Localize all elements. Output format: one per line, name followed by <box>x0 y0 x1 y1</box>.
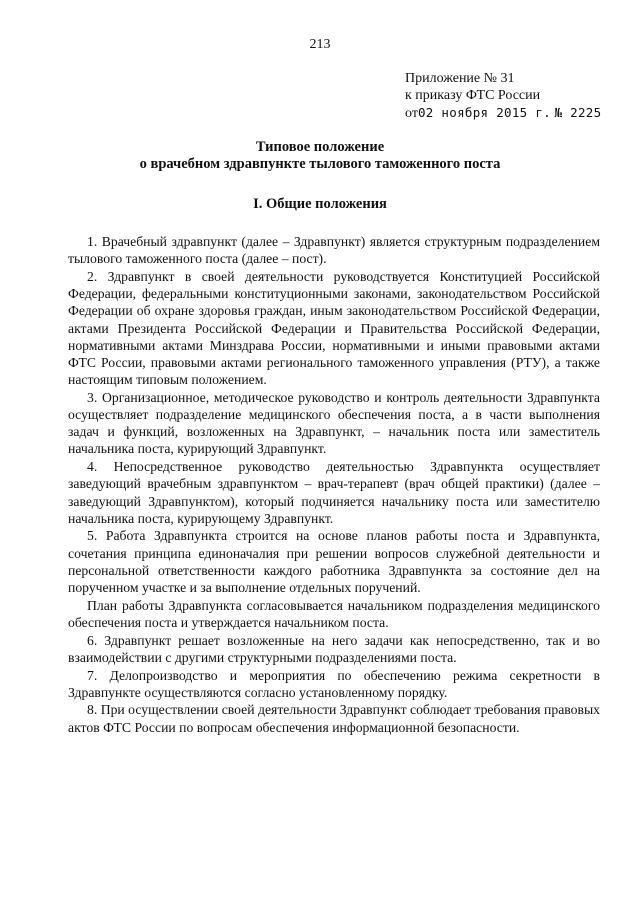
appendix-number: Приложение № 31 <box>405 71 515 86</box>
appendix-order-ref: к приказу ФТС России <box>405 88 541 103</box>
paragraph-7: 7. Делопроизводство и мероприятия по обеспечению режима секретности в Здравпункте осуществляются согласно установленному порядку. <box>68 667 600 700</box>
section-heading: I. Общие положения <box>253 196 387 212</box>
paragraph-2: 2. Здравпункт в своей деятельности руководствуется Конституцией Российской Федерации, федеральными конституционными законами, законодательством Российской Федерации об охране здоровья граждан, иным законодательством Российской Федерации, актами Президента Российской Федерации и Правительства Российской Федерации, нормативными актами Минздрава России, нормативными и иными правовыми актами ФТС России, правовыми актами регионального таможенного управления (РТУ), а также настоящим типовым положением. <box>68 268 600 388</box>
document-title: Типовое положение <box>255 139 385 155</box>
paragraph-6: 6. Здравпункт решает возложенные на него задачи как непосредственно, так и во взаимодействии с другими структурными подразделениями поста. <box>68 632 600 665</box>
document-body <box>68 233 600 736</box>
appendix-date-line <box>405 104 630 122</box>
appendix-date-stamp: 02 ноября 2015 г. <box>417 105 551 120</box>
appendix-order-number: № 2225 <box>554 105 602 120</box>
paragraph-8: 8. При осуществлении своей деятельности Здравпункт соблюдает требования правовых актов ФТС России по вопросам обеспечения информационной безопасности. <box>68 702 600 735</box>
paragraph-4: 4. Непосредственное руководство деятельностью Здравпункта осуществляет заведующий врачебным здравпунктом – врач-терапевт (врач общей практики) (далее – заведующий Здравпунктом), который подчиняется начальнику поста или заместителю начальника поста, курирующему Здравпункт. <box>68 459 600 526</box>
page-number: 213 <box>309 37 331 52</box>
paragraph-5-plan: План работы Здравпункта согласовывается начальником подразделения медицинского обеспечения поста и утверждается начальником поста. <box>68 597 600 630</box>
paragraph-1: 1. Врачебный здравпункт (далее – Здравпункт) является структурным подразделением тылового таможенного поста (далее – пост). <box>68 234 600 267</box>
paragraph-3: 3. Организационное, методическое руководство и контроль деятельности Здравпункта осуществляет подразделение медицинского обеспечения поста, а в части выполнения задач и функций, возложенных на Здравпункт, – начальник поста или заместитель начальника поста, курирующий Здравпункт. <box>68 389 600 457</box>
document-subtitle: о врачебном здравпункте тылового таможенного поста <box>139 156 501 172</box>
appendix-date-prefix: от <box>405 106 418 121</box>
appendix-block <box>405 70 630 122</box>
paragraph-5: 5. Работа Здравпункта строится на основе планов работы поста и Здравпункта, сочетания принципа единоначалия при решении вопросов служебной деятельности и персональной ответственности каждого работника Здравпункта за состояние дел на порученном участке и за выполнение отдельных поручений. <box>68 528 600 596</box>
